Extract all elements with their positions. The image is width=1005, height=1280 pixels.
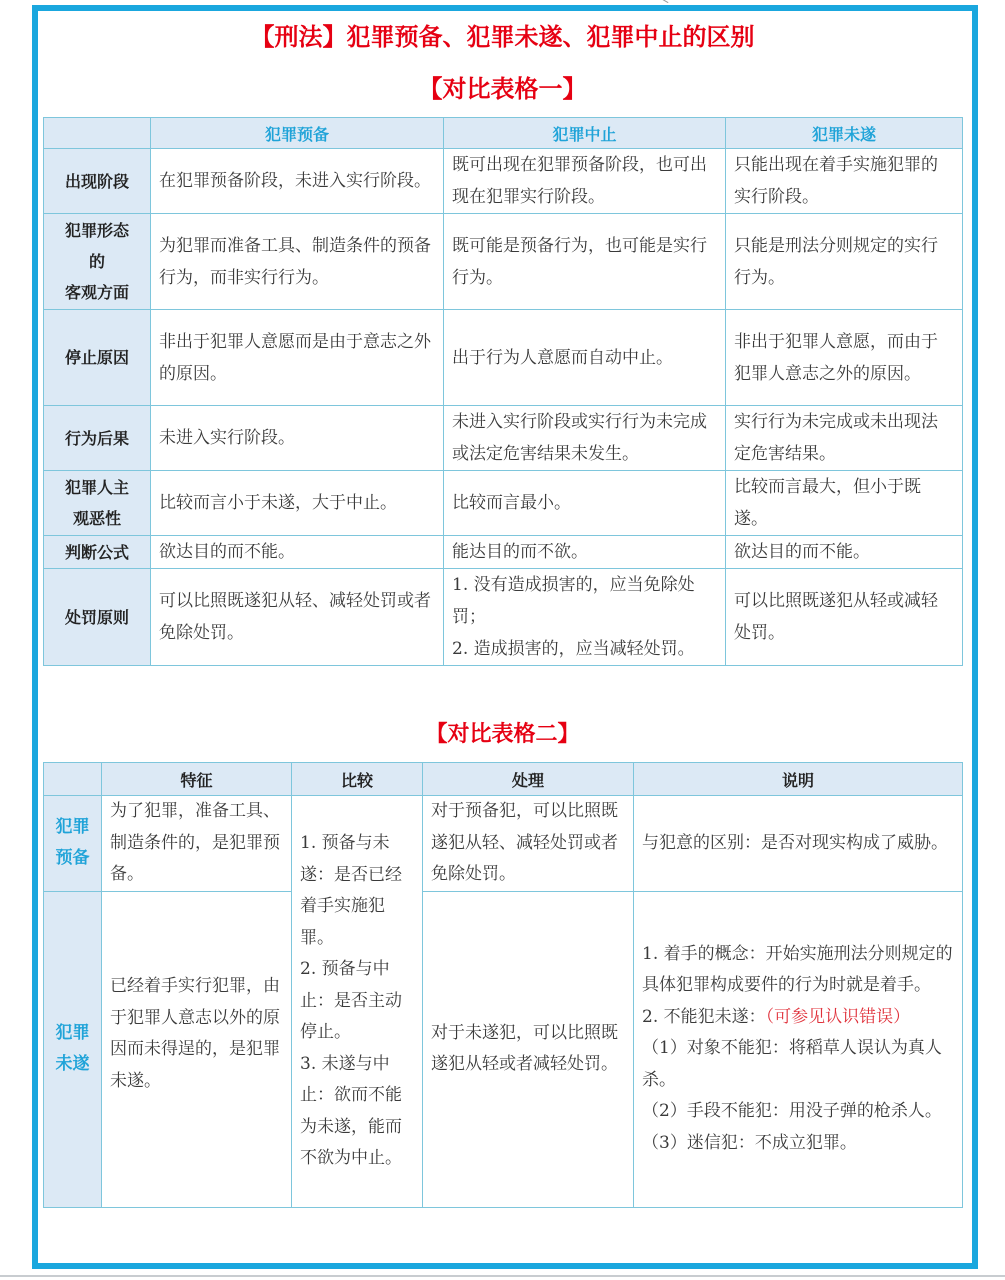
table-cell: 可以比照既遂犯从轻、减轻处罚或者免除处罚。 [151, 569, 444, 666]
table-cell: 对于未遂犯，可以比照既遂犯从轻或者减轻处罚。 [423, 891, 634, 1207]
table-cell: 比较而言最小。 [444, 471, 726, 536]
column-header: 犯罪中止 [444, 118, 726, 149]
table-row [44, 536, 963, 569]
note-cell [634, 891, 963, 1207]
row-header-line: 观恶性 [72, 509, 121, 528]
table-cell: 非出于犯罪人意愿而是由于意志之外的原因。 [151, 310, 444, 406]
row-header-line: 未遂 [55, 1054, 90, 1074]
table-cell: 在犯罪预备阶段，未进入实行阶段。 [151, 149, 444, 214]
corner-cell [44, 763, 102, 796]
row-header-line: 犯罪人主 [64, 478, 129, 497]
comparison-item: 3. 未遂与中止：欲而不能为未遂，能而不欲为中止。 [300, 1053, 402, 1168]
column-header: 犯罪未遂 [726, 118, 963, 149]
column-header: 处理 [423, 763, 634, 796]
page-title: 【刑法】犯罪预备、犯罪未遂、犯罪中止的区别 [250, 23, 755, 51]
table-header-row [44, 763, 963, 796]
table-cell: 能达目的而不欲。 [444, 536, 726, 569]
comparison-item: 1. 预备与未遂：是否已经着手实施犯罪。 [300, 833, 402, 948]
table-cell: 比较而言小于未遂，大于中止。 [151, 471, 444, 536]
row-header: 停止原因 [44, 310, 151, 406]
row-header-line: 犯罪 [55, 1023, 90, 1043]
table-cell: 对于预备犯，可以比照既遂犯从轻、减轻处罚或者免除处罚。 [423, 796, 634, 892]
comparison-item: 2. 预备与中止：是否主动停止。 [300, 959, 402, 1042]
note-subitem: （2）手段不能犯：用没子弹的枪杀人。 [642, 1101, 942, 1122]
table-row [44, 569, 963, 666]
table-row [44, 471, 963, 536]
comparison-table-1 [43, 117, 963, 666]
row-header-line: 犯罪 [55, 817, 90, 838]
table-cell: 与犯意的区别：是否对现实构成了威胁。 [634, 796, 963, 892]
note-item [642, 1002, 954, 1034]
row-header [44, 214, 151, 310]
table-cell: 既可能是预备行为，也可能是实行行为。 [444, 214, 726, 310]
column-header: 特征 [102, 763, 292, 796]
row-header: 出现阶段 [44, 149, 151, 214]
table1-caption: 【对比表格一】 [418, 75, 587, 103]
row-header: 行为后果 [44, 406, 151, 471]
row-header-line: 预备 [55, 848, 90, 869]
table-cell: 非出于犯罪人意愿，而由于犯罪人意志之外的原因。 [726, 310, 963, 406]
table-cell [444, 569, 726, 666]
column-header: 犯罪预备 [151, 118, 444, 149]
column-header: 比较 [292, 763, 423, 796]
table-cell: 既可出现在犯罪预备阶段，也可出现在犯罪实行阶段。 [444, 149, 726, 214]
comparison-cell [292, 796, 423, 1208]
table-cell: 为了犯罪，准备工具、制造条件的，是犯罪预备。 [102, 796, 292, 892]
row-header: 判断公式 [44, 536, 151, 569]
table-row [44, 891, 963, 1207]
cell-line: 1. 没有造成损害的，应当免除处罚； [452, 575, 695, 627]
page-divider [0, 1275, 1005, 1277]
row-header [44, 796, 102, 892]
table-cell: 只能出现在着手实施犯罪的实行阶段。 [726, 149, 963, 214]
table-cell: 为犯罪而准备工具、制造条件的预备行为，而非实行行为。 [151, 214, 444, 310]
row-header-line: 犯罪形态 [64, 221, 129, 240]
table-cell: 只能是刑法分则规定的实行行为。 [726, 214, 963, 310]
note-subitem: （3）迷信犯：不成立犯罪。 [642, 1132, 857, 1153]
note-item: 1. 着手的概念：开始实施刑法分则规定的具体犯罪构成要件的行为时就是着手。 [642, 943, 953, 996]
table-row [44, 149, 963, 214]
row-header [44, 891, 102, 1207]
note-subitem: （1）对象不能犯：将稻草人误认为真人杀。 [642, 1038, 942, 1090]
row-header: 处罚原则 [44, 569, 151, 666]
row-header-line: 客观方面 [64, 283, 129, 302]
table-cell: 未进入实行阶段。 [151, 406, 444, 471]
table-cell: 可以比照既遂犯从轻或减轻处罚。 [726, 569, 963, 666]
row-header-line: 的 [88, 252, 105, 271]
note-item-text: 2. 不能犯未遂： [642, 1006, 766, 1027]
table-row [44, 214, 963, 310]
table-cell: 比较而言最大，但小于既遂。 [726, 471, 963, 536]
table-cell: 未进入实行阶段或实行行为未完成或法定危害结果未发生。 [444, 406, 726, 471]
cell-line: 2. 造成损害的，应当减轻处罚。 [452, 639, 695, 659]
corner-cell [44, 118, 151, 149]
table2-caption: 【对比表格二】 [425, 722, 580, 747]
cross-reference: （可参见认识错误） [765, 1006, 911, 1027]
table-row [44, 310, 963, 406]
table-row [44, 796, 963, 892]
column-header: 说明 [634, 763, 963, 796]
table-cell: 实行行为未完成或未出现法定危害结果。 [726, 406, 963, 471]
row-header [44, 471, 151, 536]
table-row [44, 406, 963, 471]
table-cell: 欲达目的而不能。 [151, 536, 444, 569]
table-cell: 欲达目的而不能。 [726, 536, 963, 569]
table-cell: 已经着手实行犯罪，由于犯罪人意志以外的原因而未得逞的，是犯罪未遂。 [102, 891, 292, 1207]
table-header-row [44, 118, 963, 149]
table-cell: 出于行为人意愿而自动中止。 [444, 310, 726, 406]
comparison-table-2 [43, 762, 963, 1208]
